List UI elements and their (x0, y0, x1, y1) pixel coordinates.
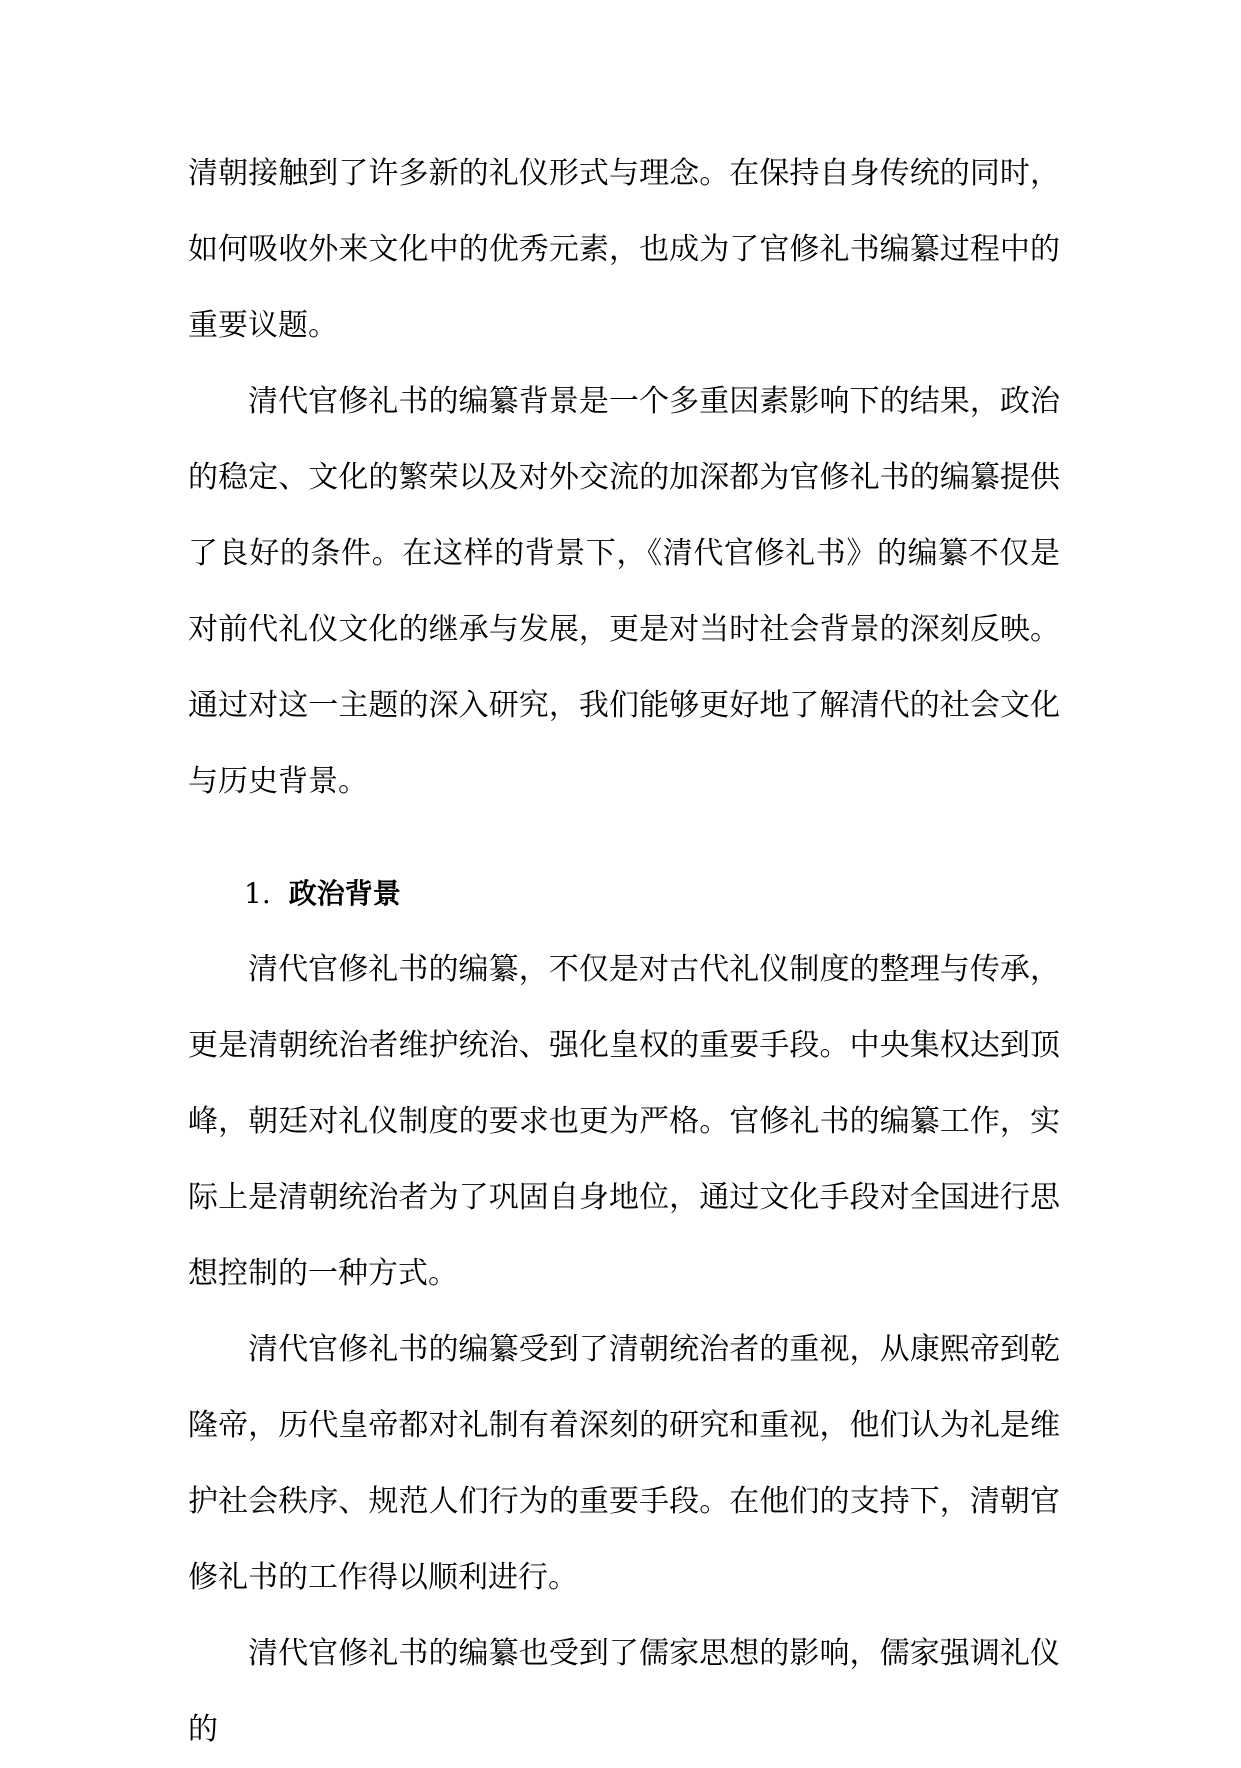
section-heading (188, 856, 1060, 932)
paragraph-political-1: 清代官修礼书的编纂，不仅是对古代礼仪制度的整理与传承，更是清朝统治者维护统治、强化皇权的重要手段。中央集权达到顶峰，朝廷对礼仪制度的要求也更为严格。官修礼书的编纂工作，实际上是清朝统治者为了巩固自身地位，通过文化手段对全国进行思想控制的一种方式。 (188, 952, 1060, 1291)
paragraph-political-3: 清代官修礼书的编纂也受到了儒家思想的影响，儒家强调礼仪的 (188, 1636, 1060, 1747)
section-spacer (188, 820, 1060, 856)
section-title: 政治背景 (288, 877, 401, 910)
section-number: 1. (244, 877, 271, 910)
document-page (188, 136, 1060, 1768)
paragraph-background-summary: 清代官修礼书的编纂背景是一个多重因素影响下的结果，政治的稳定、文化的繁荣以及对外交流的加深都为官修礼书的编纂提供了良好的条件。在这样的背景下，《清代官修礼书》的编纂不仅是对前代礼仪文化的继承与发展，更是对当时社会背景的深刻反映。通过对这一主题的深入研究，我们能够更好地了解清代的社会文化与历史背景。 (188, 384, 1060, 799)
paragraph-continuation: 清朝接触到了许多新的礼仪形式与理念。在保持自身传统的同时，如何吸收外来文化中的优秀元素，也成为了官修礼书编纂过程中的重要议题。 (188, 156, 1060, 343)
paragraph-political-2: 清代官修礼书的编纂受到了清朝统治者的重视，从康熙帝到乾隆帝，历代皇帝都对礼制有着深刻的研究和重视，他们认为礼是维护社会秩序、规范人们行为的重要手段。在他们的支持下，清朝官修礼书的工作得以顺利进行。 (188, 1332, 1060, 1595)
